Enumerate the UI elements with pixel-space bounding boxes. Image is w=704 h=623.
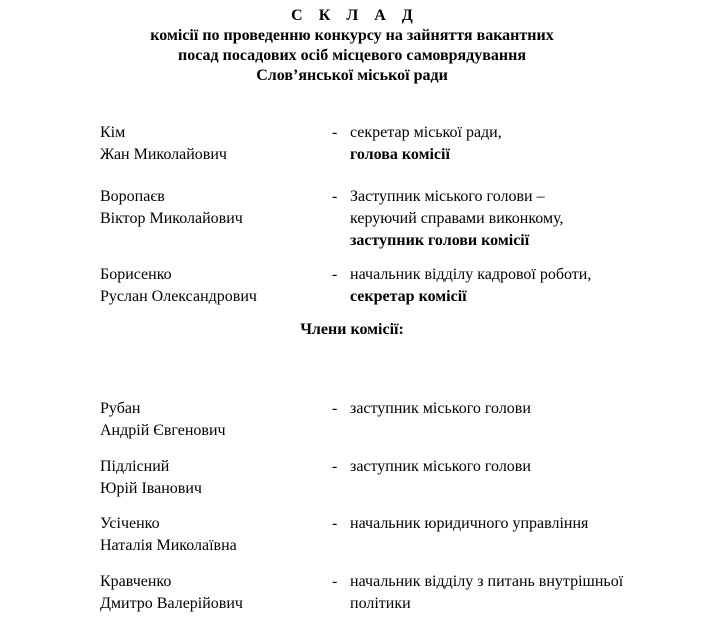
role-title-bold: секретар комісії <box>350 288 467 305</box>
person-role <box>350 186 690 252</box>
person-surname: Підлісний <box>100 458 170 475</box>
document-subtitle-line-2: посад посадових осіб місцевого самоврядування <box>178 47 526 64</box>
person-surname: Усіченко <box>100 515 160 532</box>
role-line: заступник міського голови <box>350 458 531 475</box>
dash-separator: - <box>332 188 338 205</box>
document-title: С К Л А Д <box>291 7 419 24</box>
role-line: Заступник міського голови – <box>350 188 545 205</box>
person-role <box>350 122 690 166</box>
person-given-name: Юрій Іванович <box>100 480 202 497</box>
person-surname: Кравченко <box>100 573 172 590</box>
role-line: керуючий справами виконкому, <box>350 210 564 227</box>
dash-separator: - <box>332 458 338 475</box>
role-line: секретар міської ради, <box>350 124 502 141</box>
document-subtitle-line-1: комісії по проведенню конкурсу на зайняття вакантних <box>150 27 554 44</box>
person-name <box>100 571 320 615</box>
person-given-name: Андрій Євгенович <box>100 422 226 439</box>
person-role <box>350 513 690 535</box>
role-line: начальник юридичного управління <box>350 515 589 532</box>
person-surname: Воропаєв <box>100 188 165 205</box>
person-name <box>100 122 320 166</box>
person-given-name: Наталія Миколаївна <box>100 537 237 554</box>
person-role <box>350 571 690 615</box>
person-name <box>100 456 320 500</box>
role-line: начальник відділу кадрової роботи, <box>350 266 592 283</box>
person-surname: Борисенко <box>100 266 172 283</box>
person-name <box>100 186 320 230</box>
person-given-name: Віктор Миколайович <box>100 210 243 227</box>
person-given-name: Дмитро Валерійович <box>100 595 243 612</box>
dash-separator: - <box>332 573 338 590</box>
person-given-name: Руслан Олександрович <box>100 288 257 305</box>
person-surname: Кім <box>100 124 126 141</box>
dash-separator: - <box>332 266 338 283</box>
members-heading: Члени комісії: <box>300 321 404 338</box>
person-given-name: Жан Миколайович <box>100 146 227 163</box>
document-subtitle-line-3: Слов’янської міської ради <box>256 67 448 84</box>
person-name <box>100 398 320 442</box>
person-role <box>350 456 690 478</box>
person-surname: Рубан <box>100 400 141 417</box>
person-role <box>350 398 690 420</box>
role-line: політики <box>350 595 411 612</box>
role-line: начальник відділу з питань внутрішньої <box>350 573 624 590</box>
role-title-bold: голова комісії <box>350 146 450 163</box>
dash-separator: - <box>332 400 338 417</box>
dash-separator: - <box>332 124 338 141</box>
role-title-bold: заступник голови комісії <box>350 232 530 249</box>
person-name <box>100 264 320 308</box>
person-role <box>350 264 690 308</box>
dash-separator: - <box>332 515 338 532</box>
role-line: заступник міського голови <box>350 400 531 417</box>
person-name <box>100 513 320 557</box>
